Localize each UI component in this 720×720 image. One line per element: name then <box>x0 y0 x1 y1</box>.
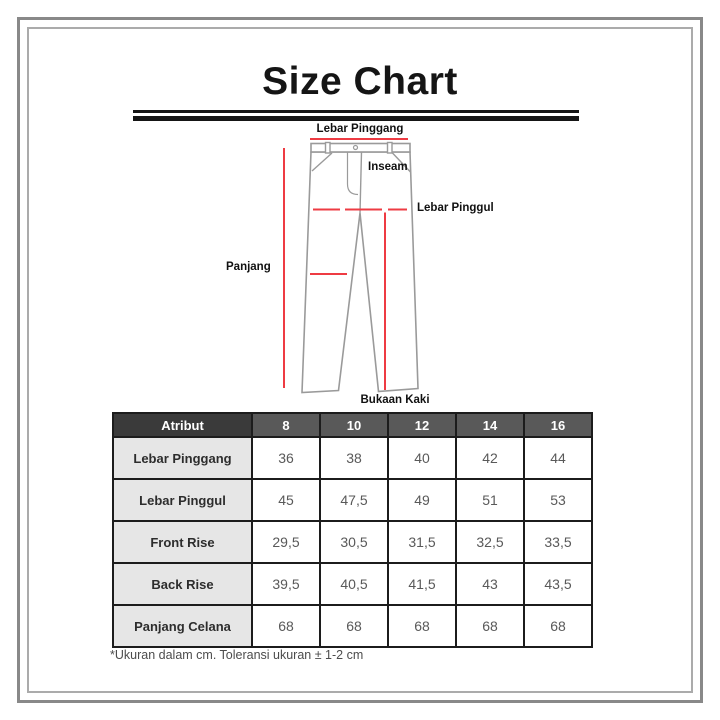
header-size-16: 16 <box>524 413 592 437</box>
table-cell: 36 <box>252 437 320 479</box>
table-cell: 31,5 <box>388 521 456 563</box>
table-cell: 40,5 <box>320 563 388 605</box>
table-cell: 43,5 <box>524 563 592 605</box>
table-cell: 45 <box>252 479 320 521</box>
table-header-row <box>113 413 592 437</box>
table-cell: 44 <box>524 437 592 479</box>
header-attribute: Atribut <box>113 413 252 437</box>
waist-button <box>354 146 358 150</box>
header-size-14: 14 <box>456 413 524 437</box>
label-waist: Lebar Pinggang <box>316 123 404 135</box>
title-divider-thin-line <box>133 110 579 113</box>
size-footnote: *Ukuran dalam cm. Toleransi ukuran ± 1-2 cm <box>110 648 364 662</box>
table-cell: 39,5 <box>252 563 320 605</box>
header-size-12: 12 <box>388 413 456 437</box>
label-hip: Lebar Pinggul <box>417 202 494 214</box>
belt-loop-left <box>326 143 331 154</box>
row-label: Lebar Pinggul <box>113 479 252 521</box>
table-cell: 68 <box>524 605 592 647</box>
row-label: Lebar Pinggang <box>113 437 252 479</box>
table-cell: 53 <box>524 479 592 521</box>
table-cell: 29,5 <box>252 521 320 563</box>
table-cell: 68 <box>456 605 524 647</box>
table-row-hip <box>113 479 592 521</box>
row-label: Front Rise <box>113 521 252 563</box>
row-label: Panjang Celana <box>113 605 252 647</box>
row-label: Back Rise <box>113 563 252 605</box>
table-cell: 30,5 <box>320 521 388 563</box>
table-cell: 41,5 <box>388 563 456 605</box>
size-table <box>112 412 593 648</box>
table-cell: 38 <box>320 437 388 479</box>
table-cell: 42 <box>456 437 524 479</box>
title-divider-thick-line <box>133 116 579 121</box>
table-cell: 49 <box>388 479 456 521</box>
label-inseam: Inseam <box>368 161 408 173</box>
label-leg-opening: Bukaan Kaki <box>360 394 430 406</box>
table-cell: 68 <box>320 605 388 647</box>
table-cell: 32,5 <box>456 521 524 563</box>
table-row-length <box>113 605 592 647</box>
page-title: Size Chart <box>262 60 458 103</box>
table-cell: 43 <box>456 563 524 605</box>
table-row-back-rise <box>113 563 592 605</box>
table-cell: 68 <box>388 605 456 647</box>
header-size-8: 8 <box>252 413 320 437</box>
table-cell: 51 <box>456 479 524 521</box>
table-cell: 47,5 <box>320 479 388 521</box>
label-length: Panjang <box>226 261 271 273</box>
title-divider <box>133 110 579 121</box>
belt-loop-right <box>388 143 393 154</box>
table-row-front-rise <box>113 521 592 563</box>
table-cell: 33,5 <box>524 521 592 563</box>
table-row-waist <box>113 437 592 479</box>
table-cell: 68 <box>252 605 320 647</box>
header-size-10: 10 <box>320 413 388 437</box>
table-cell: 40 <box>388 437 456 479</box>
